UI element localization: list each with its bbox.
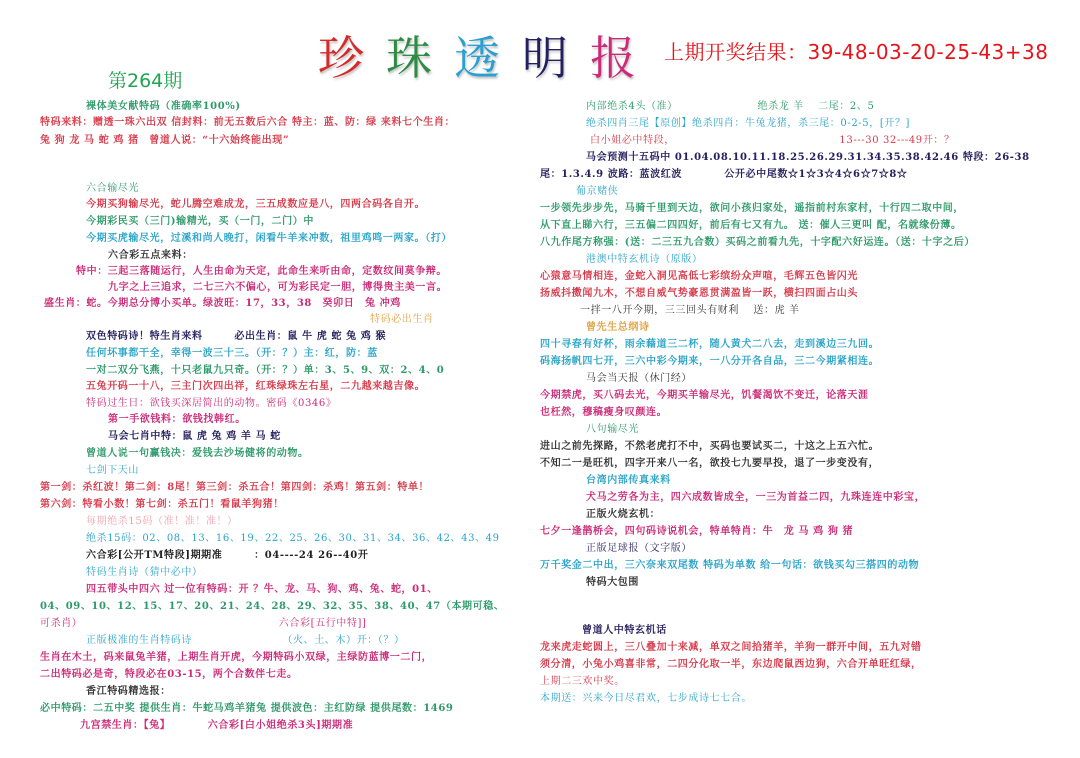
text-line: 曾道人中特玄机话 xyxy=(582,625,667,636)
text-line: 正版足球报（文字版） xyxy=(586,543,692,554)
text-line: 马会预测十五码中 01.04.08.10.11.18.25.26.29.31.34.35.38.42.46 特段：26-38 xyxy=(586,152,1030,163)
last-draw-result xyxy=(664,36,1049,65)
text-line: 内部绝杀4头（准） 绝杀龙 羊 二尾：2、5 xyxy=(586,101,875,112)
text-line: 也枉然，穆稿瘦身叹颜连。 xyxy=(540,407,668,418)
text-line: 龙来虎走蛇圆上，三八叠加十来减，单双之间拾猪羊，羊狗一群开中间，五九对错 xyxy=(540,642,922,653)
text-line: 六合彩[公开TM特段]期期准 ：04----24 26--40开 xyxy=(86,550,369,561)
text-line: 第一剑：杀红波！第二剑：8尾！第三剑：杀五合！第四剑：杀鸡！第五剑：特单！ xyxy=(40,482,430,493)
text-line: 不知二一是旺机，四字开来八一名，欲投七九要早投，退了一步变没有， xyxy=(540,458,880,469)
text-line: 特中：三起三落随运行，人生由命为天定，此命生来听由命，定数纹间莫争辩。 xyxy=(76,266,447,277)
text-line: 每期绝杀15码（准！准！准！） xyxy=(86,516,238,527)
text-line: 盛生肖：蛇。今期总分博小买单。绿波旺：17，33，38 癸卯日 兔 冲鸡 xyxy=(44,298,401,309)
last-draw-label: 上期开奖结果： xyxy=(664,40,808,64)
text-line: 扬威抖擞闻九木，不想自威气势豪恩贯满盈皆一跃，横扫四面占山头 xyxy=(540,288,858,299)
text-line: 任何坏事都干全，幸得一波三十三。（开：？）主：红，防：蓝 xyxy=(86,348,378,359)
masthead-char: 珍 xyxy=(318,31,364,85)
text-line: 特码大包围 xyxy=(586,577,639,588)
text-line: 生肖在木土，码来鼠兔羊猪，上期生肖开虎，今期特码小双绿，主绿防蓝博一二门， xyxy=(40,652,433,663)
text-line: 万千奖金二中出，三六奈来双尾数 特码为单数 给一句话：欲钱买勾三搭四的动物 xyxy=(540,560,920,571)
text-line: 一步领先步步先，马骑千里到天边，欲问小孩归家处，遥指前村东家村，十行四二取中间， xyxy=(540,203,964,214)
text-line: 八九作尾方称强：(送：二三五九合数）买码之前看九先，十字配六好运连。（送：十字之后） xyxy=(540,237,975,248)
text-line: 曾先生总纲诗 xyxy=(586,322,650,333)
text-line: 心猿意马情相连，金蛇入洞见高低七彩缤纷众声喧，毛辉五色皆闪光 xyxy=(540,271,858,282)
masthead-char: 珠 xyxy=(386,31,432,85)
text-line: 进山之前先探路，不然老虎打不中，买码也要试买二，十这之上五六忙。 xyxy=(540,441,880,452)
text-line: 今期买狗输尽光，蛇儿腾空难成龙，三五成数应是八，四两合码各自开。 xyxy=(86,199,426,210)
text-line: 台湾内部传真来料 xyxy=(586,475,671,486)
text-line: 香江特码精选报： xyxy=(86,686,171,697)
text-line: 双色特码诗！特生肖来料 必出生肖：鼠 牛 虎 蛇 兔 鸡 猴 xyxy=(86,331,387,342)
text-line: 白小姐必中特段， 13---30 32---49开：？ xyxy=(590,135,955,146)
text-line: 从下直上睇六行，三五偏二四四好，前后有七又有九。 送：催人三更叫 配，名就缘份薄。 xyxy=(540,220,962,231)
text-line: 四五带头中四六 过一位有特码：开 ？牛、龙、马、狗、鸡、兔、蛇，01、 xyxy=(86,584,438,595)
text-line: 九字之上三追求，二七三六不偏心，可为彩民定一胆，博得贵主美一言。 xyxy=(108,282,448,293)
text-line: 须分清，小兔小鸡喜非常，二四分化取一半，东边爬鼠西边狗，六合开单旺红绿， xyxy=(540,659,922,670)
text-line: 六合彩五点来料： xyxy=(108,250,193,261)
text-line: 码海扬帆四七开，三六中彩今期来，一八分开各自品，三二今期紧相连。 xyxy=(540,356,880,367)
text-line: 特码过生日：欲钱买深居简出的动物。密码《0346》 xyxy=(86,398,337,409)
text-line: 今期彩民买（三门)输精光，买（一门，二门）中 xyxy=(86,216,314,227)
text-line: 裸体美女献特码（准确率100%) xyxy=(86,101,241,112)
text-line: 七剑下天山 xyxy=(86,465,139,476)
text-line: 正版极准的生肖特码诗 （火、土、木）开：（？） xyxy=(86,635,405,646)
text-line: 八句输尽光 xyxy=(586,424,639,435)
text-line: 必中特码：二五中奖 提供生肖：牛蛇马鸡羊猪兔 提供波色：主红防绿 提供尾数：1469 xyxy=(40,703,454,714)
text-line: 五兔开码一十八，三主门次四出祥，红珠绿珠左右星，二九越来越吉像。 xyxy=(86,381,426,392)
text-line: 一拌一八开今期，三三回头有财利 送：虎 羊 xyxy=(580,305,800,316)
text-line: 第一手欲钱料：欲钱找韩红。 xyxy=(108,414,246,425)
text-line: 今期买虎输尽光，过溪和尚人晚打，闲看牛羊来冲数，祖里鸡鸣一两家。（打） xyxy=(86,233,452,244)
text-line: 马会七肖中特：鼠 虎 兔 鸡 羊 马 蛇 xyxy=(108,431,281,442)
text-line: 二出特码必是奇，特段必在03-15，两个合数伴七走。 xyxy=(40,669,298,680)
text-line: 特码生肖诗（猜中必中） xyxy=(86,567,203,578)
text-line: 可杀肖） 六合彩[五行中特]] xyxy=(40,618,367,629)
text-line: 04、09、10、12、15、17、20、21、24、28、29、32、35、38、40、47（本期可稳、 xyxy=(40,601,505,612)
text-line: 九宫禁生肖：【兔】 六合彩[白小姐绝杀3头]期期准 xyxy=(80,720,354,731)
masthead-title xyxy=(318,28,658,88)
text-line: 尾：1.3.4.9 波路：蓝波红波 公开必中尾数☆1☆3☆4☆6☆7☆8☆ xyxy=(540,169,908,180)
text-line: 六合输尽光 xyxy=(86,183,139,194)
text-line: 一对二双分飞燕，十只老鼠九只奇。（开：？）单：3、5、9、双：2、4、0 xyxy=(86,365,445,376)
text-line: 绝杀15码：02、08、13、16、19、22、25、26、30、31、34、36、42、43、49 xyxy=(86,533,500,544)
last-draw-numbers: 39-48-03-20-25-43+38 xyxy=(807,40,1049,64)
masthead-char: 明 xyxy=(522,31,568,85)
text-line: 上期二三欢中奖。 xyxy=(540,676,625,687)
text-line: 特码必出生肖 xyxy=(370,314,434,325)
text-line: 七夕一逢鹊桥会，四句码诗说机会，特单特肖：牛 龙 马 鸡 狗 猪 xyxy=(540,526,854,537)
text-line: 四十寻春有好杯，雨余藉道三二杯，随人黄犬二八去，走到溪边三九回。 xyxy=(540,339,880,350)
text-line: 犬马之劳各为主，四六成数皆成全，一三为首益二四，九珠连连中彩宝， xyxy=(586,492,926,503)
masthead-char: 透 xyxy=(454,31,500,85)
masthead-char: 报 xyxy=(590,31,636,85)
text-line: 第六剑：特看小数！第七剑：杀五门！看鼠羊狗猪！ xyxy=(40,499,284,510)
text-line: 绝杀四肖三尾【原创】绝杀四肖：牛兔龙猪，杀三尾：0-2-5，[开？] xyxy=(586,118,911,129)
text-line: 本期送：兴来今日尽君欢，七步成诗七七合。 xyxy=(540,693,752,704)
text-line: 兔 狗 龙 马 蛇 鸡 猪 曾道人说：“十六始终能出现” xyxy=(40,135,290,146)
text-line: 港澳中特玄机诗（原版） xyxy=(586,254,703,265)
text-line: 马会当天报（休门经） xyxy=(586,373,692,384)
text-line: 葡京赌侠 xyxy=(576,186,619,197)
text-line: 今期禁虎，买八码去光，今期买羊输尽光，饥餐渴饮不变迁，论落天涯 xyxy=(540,390,869,401)
text-line: 曾道人说一句赢钱决：爱钱去沙场健将的动物。 xyxy=(86,448,309,459)
issue-number: 第264期 xyxy=(108,70,183,92)
text-line: 正版火烧玄机： xyxy=(586,509,661,520)
text-line: 特码来料：赠透一珠六出双 信封料：前无五数后六合 特主：蓝、防：绿 来料七个生肖： xyxy=(40,117,456,128)
